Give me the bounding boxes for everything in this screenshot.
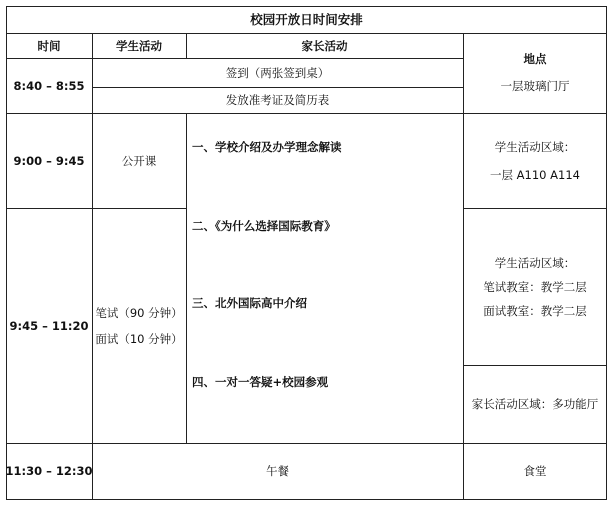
time-session2: 9:45 – 11:20 bbox=[9, 318, 89, 333]
interview: 面试（10 分钟） bbox=[95, 331, 183, 346]
student-exams bbox=[92, 208, 186, 443]
location-label: 学生活动区域： bbox=[494, 139, 576, 154]
header-student-activity: 学生活动 bbox=[116, 38, 162, 53]
parent-activity-1: 一、学校介绍及办学理念解读 bbox=[192, 140, 342, 154]
table-border-bottom bbox=[6, 499, 607, 500]
parent-activity-3: 三、北外国际高中介绍 bbox=[192, 296, 307, 310]
location-lunch: 食堂 bbox=[523, 464, 547, 478]
written-exam-room: 笔试教室：教学二层 bbox=[483, 279, 587, 294]
location-signin: 一层玻璃门厅 bbox=[500, 79, 570, 93]
signin-activity: 签到（两张签到桌） bbox=[225, 65, 330, 80]
written-exam: 笔试（90 分钟） bbox=[95, 305, 183, 320]
location-value: 一层 A110 A114 bbox=[490, 167, 580, 182]
location-label: 学生活动区域： bbox=[494, 255, 576, 270]
location-session1 bbox=[463, 113, 607, 208]
location-session2-student bbox=[463, 208, 607, 365]
admission-ticket-activity: 发放准考证及简历表 bbox=[225, 93, 330, 107]
time-signin: 8:40 – 8:55 bbox=[13, 78, 85, 93]
header-location: 地点 bbox=[523, 52, 547, 66]
header-parent-activity: 家长活动 bbox=[301, 38, 348, 53]
col-divider bbox=[186, 113, 187, 444]
student-open-class: 公开课 bbox=[121, 153, 157, 168]
lunch-activity: 午餐 bbox=[266, 464, 289, 478]
time-lunch: 11:30 – 12:30 bbox=[5, 464, 93, 478]
parent-activity-4: 四、一对一答疑+校园参观 bbox=[192, 375, 329, 389]
interview-room: 面试教室：教学二层 bbox=[483, 303, 587, 318]
parent-activity-2: 二、《为什么选择国际教育》 bbox=[192, 219, 336, 233]
location-session2-parent: 家长活动区域：多功能厅 bbox=[471, 397, 599, 411]
time-session1: 9:00 – 9:45 bbox=[13, 153, 85, 168]
page-title: 校园开放日时间安排 bbox=[250, 11, 363, 27]
header-time: 时间 bbox=[37, 38, 61, 53]
